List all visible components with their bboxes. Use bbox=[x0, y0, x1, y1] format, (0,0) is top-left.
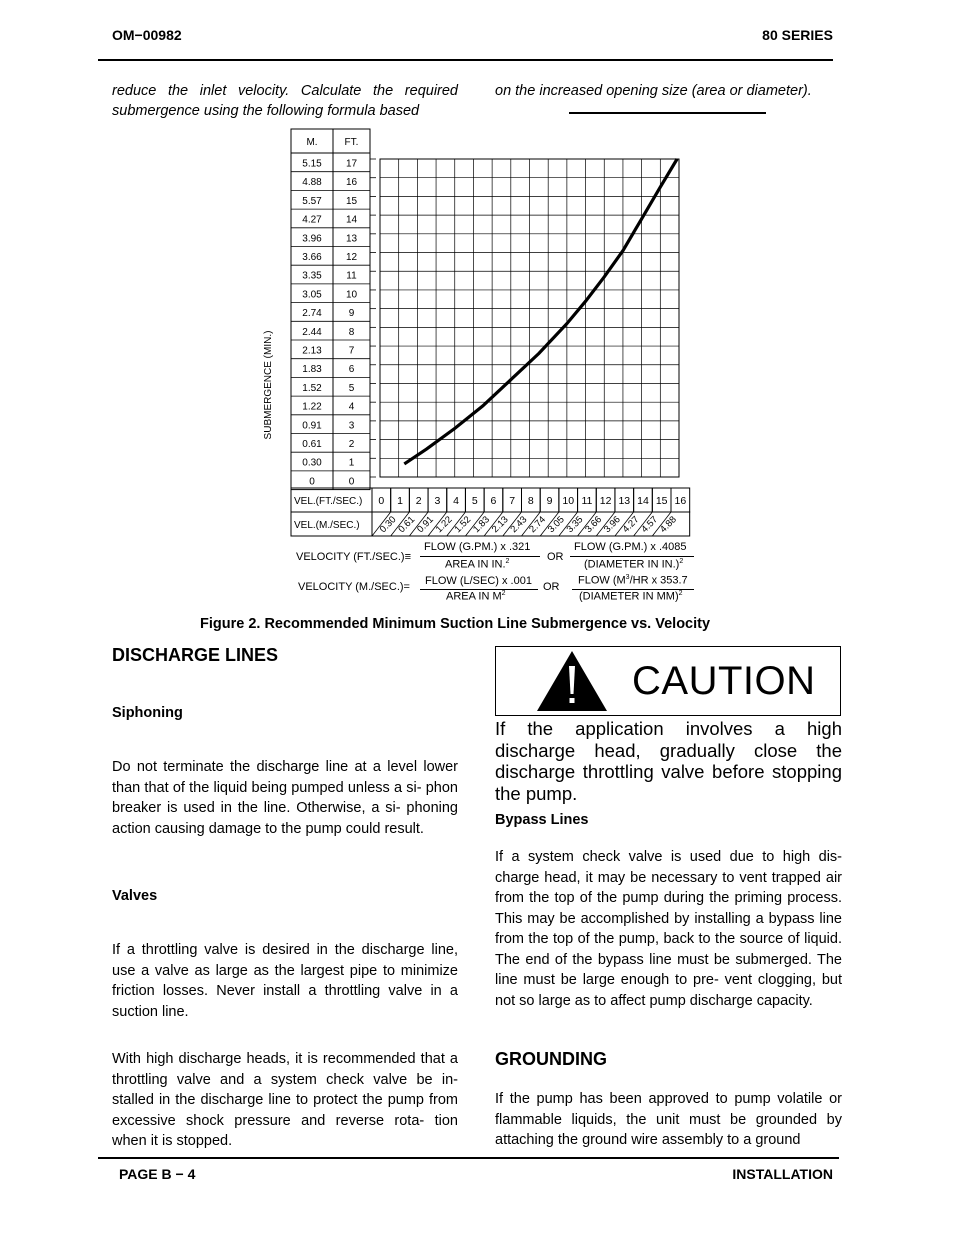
figure-caption: Figure 2. Recommended Minimum Suction Line Submergence vs. Velocity bbox=[200, 616, 711, 632]
section-name: INSTALLATION bbox=[732, 1166, 833, 1182]
table-value-m: 0.30 bbox=[302, 457, 322, 469]
doc-number: OM−00982 bbox=[112, 27, 182, 43]
table-value-m: 2.44 bbox=[302, 326, 322, 338]
table-value-ft: 15 bbox=[345, 195, 358, 207]
formula-3-numerator: FLOW (L/SEC) x .001 bbox=[425, 575, 532, 587]
discharge-lines-heading: DISCHARGE LINES bbox=[112, 645, 279, 665]
table-value-m: 1.22 bbox=[302, 401, 322, 413]
x-tick-m: 3.66 bbox=[583, 514, 605, 536]
table-value-m: 1.52 bbox=[302, 382, 322, 394]
table-value-ft: 10 bbox=[345, 289, 358, 301]
siphoning-paragraph: Do not terminate the discharge line at a level lower than that of the liquid being pumped unless a si- phon breaker is used in the line. Otherwise, a si- phoning action causing damage to the pump could result. bbox=[112, 759, 458, 837]
formula-3-or: OR bbox=[543, 581, 560, 593]
page-number: PAGE B − 4 bbox=[119, 1166, 196, 1182]
table-value-m: 3.35 bbox=[302, 270, 322, 282]
x-tick-m: 0.61 bbox=[396, 514, 418, 536]
formula-2-denominator: (DIAMETER IN IN.)$^2$ bbox=[584, 558, 684, 571]
table-value-m: 0 bbox=[309, 476, 315, 488]
x-tick-m: 2.74 bbox=[527, 514, 549, 536]
header-rule bbox=[98, 59, 833, 61]
x-tick-m: 3.35 bbox=[564, 514, 586, 536]
x-tick-ft: 10 bbox=[562, 495, 575, 507]
x-tick-ft: 12 bbox=[599, 495, 612, 507]
x-tick-ft: 0 bbox=[378, 495, 385, 507]
table-value-ft: 5 bbox=[348, 382, 355, 394]
formula-2-fraction-bar bbox=[570, 556, 694, 557]
formula-4-denominator: (DIAMETER IN MM)$^2$ bbox=[579, 590, 683, 603]
caution-box bbox=[495, 646, 841, 716]
x-tick-ft: 9 bbox=[546, 495, 553, 507]
submergence-chart bbox=[255, 125, 700, 605]
x-tick-ft: 1 bbox=[397, 495, 403, 507]
valves-paragraph: If a throttling valve is desired in the discharge line, use a valve as large as the largest pipe to minimize friction losses. Never install a throttling valve in a suction line. bbox=[112, 942, 458, 1020]
formula-vel-m-lhs: VELOCITY (M./SEC.)= bbox=[298, 581, 410, 593]
formula-4-numerator: FLOW ($M^3/HR$ x 353.7 bbox=[578, 574, 688, 587]
table-value-ft: 13 bbox=[345, 233, 358, 245]
intro-left: reduce the inlet velocity. Calculate the required submergence using the following formula based bbox=[112, 83, 458, 119]
table-value-m: 3.96 bbox=[302, 233, 322, 245]
table-value-m: 1.83 bbox=[302, 364, 322, 376]
siphoning-subheading: Siphoning bbox=[112, 705, 183, 721]
caution-text: If the application involves a high discharge head, gradually close the discharge throttling valve before stopping the pump. bbox=[495, 718, 842, 804]
x-tick-m: 1.52 bbox=[452, 514, 474, 536]
submergence-curve bbox=[404, 159, 677, 464]
table-value-m: 2.13 bbox=[302, 345, 322, 357]
table-header-ft: FT. bbox=[344, 137, 359, 148]
formula-vel-ft-lhs: VELOCITY (FT./SEC.)≡ bbox=[296, 551, 412, 563]
table-value-m: 0.91 bbox=[302, 420, 322, 432]
table-value-m: 5.57 bbox=[302, 195, 322, 207]
x-tick-m: 1.22 bbox=[433, 514, 455, 536]
check-valve-paragraph: With high discharge heads, it is recommended that a throttling valve and a system check valve be in- stalled in the discharge line to protect the pump from excessive shock pressure and reverse rota- tion when it is stopped. bbox=[112, 1051, 458, 1149]
x-tick-ft: 5 bbox=[471, 495, 478, 507]
x-tick-ft: 4 bbox=[453, 495, 460, 507]
x-tick-ft: 11 bbox=[581, 495, 593, 507]
formula-1-or: OR bbox=[547, 551, 564, 563]
x-tick-m: 4.57 bbox=[639, 514, 661, 536]
x-tick-m: 3.96 bbox=[601, 514, 623, 536]
table-value-m: 4.88 bbox=[302, 177, 322, 189]
grounding-paragraph: If the pump has been approved to pump volatile or flammable liquids, the unit must be grounded by attaching the ground wire assembly to a ground bbox=[495, 1091, 842, 1148]
formula-1-denominator: AREA IN IN.$^2$ bbox=[445, 558, 510, 571]
bypass-paragraph: If a system check valve is used due to high dis- charge head, it may be necessary to vent trapped air from the top of the pump during the priming process. This may be accomplished by installing a bypass line from the top of the pump, back to the source of liquid. The end of the bypass line must be submerged. The line must be large enough to pre- vent clogging, but not so large as to affect pump discharge capacity. bbox=[495, 849, 842, 1009]
x-tick-m: 0.30 bbox=[377, 514, 399, 536]
table-value-ft: 9 bbox=[348, 308, 355, 320]
x-axis-label-m: VEL.(M./SEC.) bbox=[294, 520, 360, 531]
table-value-m: 2.74 bbox=[302, 308, 322, 320]
table-header-m: M. bbox=[306, 137, 318, 148]
grounding-heading: GROUNDING bbox=[495, 1049, 607, 1069]
x-tick-m: 4.88 bbox=[657, 514, 679, 536]
table-value-m: 4.27 bbox=[302, 214, 322, 226]
table-value-ft: 0 bbox=[348, 476, 355, 488]
x-tick-ft: 13 bbox=[618, 495, 631, 507]
x-tick-ft: 3 bbox=[434, 495, 441, 507]
x-axis-label-ft: VEL.(FT./SEC.) bbox=[294, 496, 363, 507]
table-value-ft: 4 bbox=[348, 401, 355, 413]
formula-1-fraction-bar bbox=[420, 556, 540, 557]
table-value-ft: 6 bbox=[348, 364, 355, 376]
formula-1-numerator: FLOW (G.PM.) x .321 bbox=[424, 541, 531, 553]
warning-triangle-icon bbox=[536, 650, 608, 712]
table-value-ft: 11 bbox=[346, 270, 357, 282]
x-tick-m: 2.13 bbox=[489, 514, 511, 536]
formula-3-denominator: AREA IN $M^2$ bbox=[446, 590, 506, 603]
x-tick-m: 2.43 bbox=[508, 514, 530, 536]
table-value-ft: 16 bbox=[345, 177, 358, 189]
footer-rule bbox=[98, 1157, 839, 1159]
x-tick-m: 1.83 bbox=[471, 514, 492, 536]
intro-right: on the increased opening size (area or diameter). bbox=[495, 83, 812, 99]
valves-subheading: Valves bbox=[112, 888, 158, 904]
table-value-ft: 14 bbox=[345, 214, 358, 226]
x-tick-ft: 16 bbox=[674, 495, 687, 507]
x-tick-ft: 14 bbox=[637, 495, 649, 507]
table-value-ft: 2 bbox=[348, 439, 355, 450]
x-tick-ft: 6 bbox=[490, 495, 497, 507]
table-value-m: 0.61 bbox=[302, 439, 322, 450]
table-value-m: 3.66 bbox=[302, 252, 322, 263]
x-tick-ft: 2 bbox=[415, 495, 422, 507]
table-value-m: 3.05 bbox=[302, 289, 322, 301]
table-value-ft: 3 bbox=[348, 420, 355, 432]
bypass-lines-subheading: Bypass Lines bbox=[495, 812, 589, 828]
x-tick-m: 3.05 bbox=[545, 514, 567, 536]
y-axis-label: SUBMERGENCE (MIN.) bbox=[263, 330, 274, 440]
caution-label: CAUTION bbox=[632, 659, 816, 703]
x-tick-ft: 8 bbox=[527, 495, 534, 507]
table-value-m: 5.15 bbox=[302, 158, 322, 170]
table-value-ft: 1 bbox=[348, 457, 355, 469]
table-value-ft: 8 bbox=[348, 326, 355, 338]
series-label: 80 SERIES bbox=[762, 27, 833, 43]
x-tick-ft: 15 bbox=[655, 495, 668, 507]
table-value-ft: 12 bbox=[345, 252, 358, 263]
formula-2-numerator: FLOW (G.PM.) x .4085 bbox=[574, 541, 687, 553]
intro-rule bbox=[569, 112, 766, 114]
table-value-ft: 7 bbox=[348, 345, 355, 357]
table-value-ft: 17 bbox=[345, 158, 358, 170]
x-tick-ft: 7 bbox=[509, 495, 516, 507]
x-tick-m: 4.27 bbox=[620, 514, 642, 536]
x-tick-m: 0.91 bbox=[415, 514, 436, 536]
